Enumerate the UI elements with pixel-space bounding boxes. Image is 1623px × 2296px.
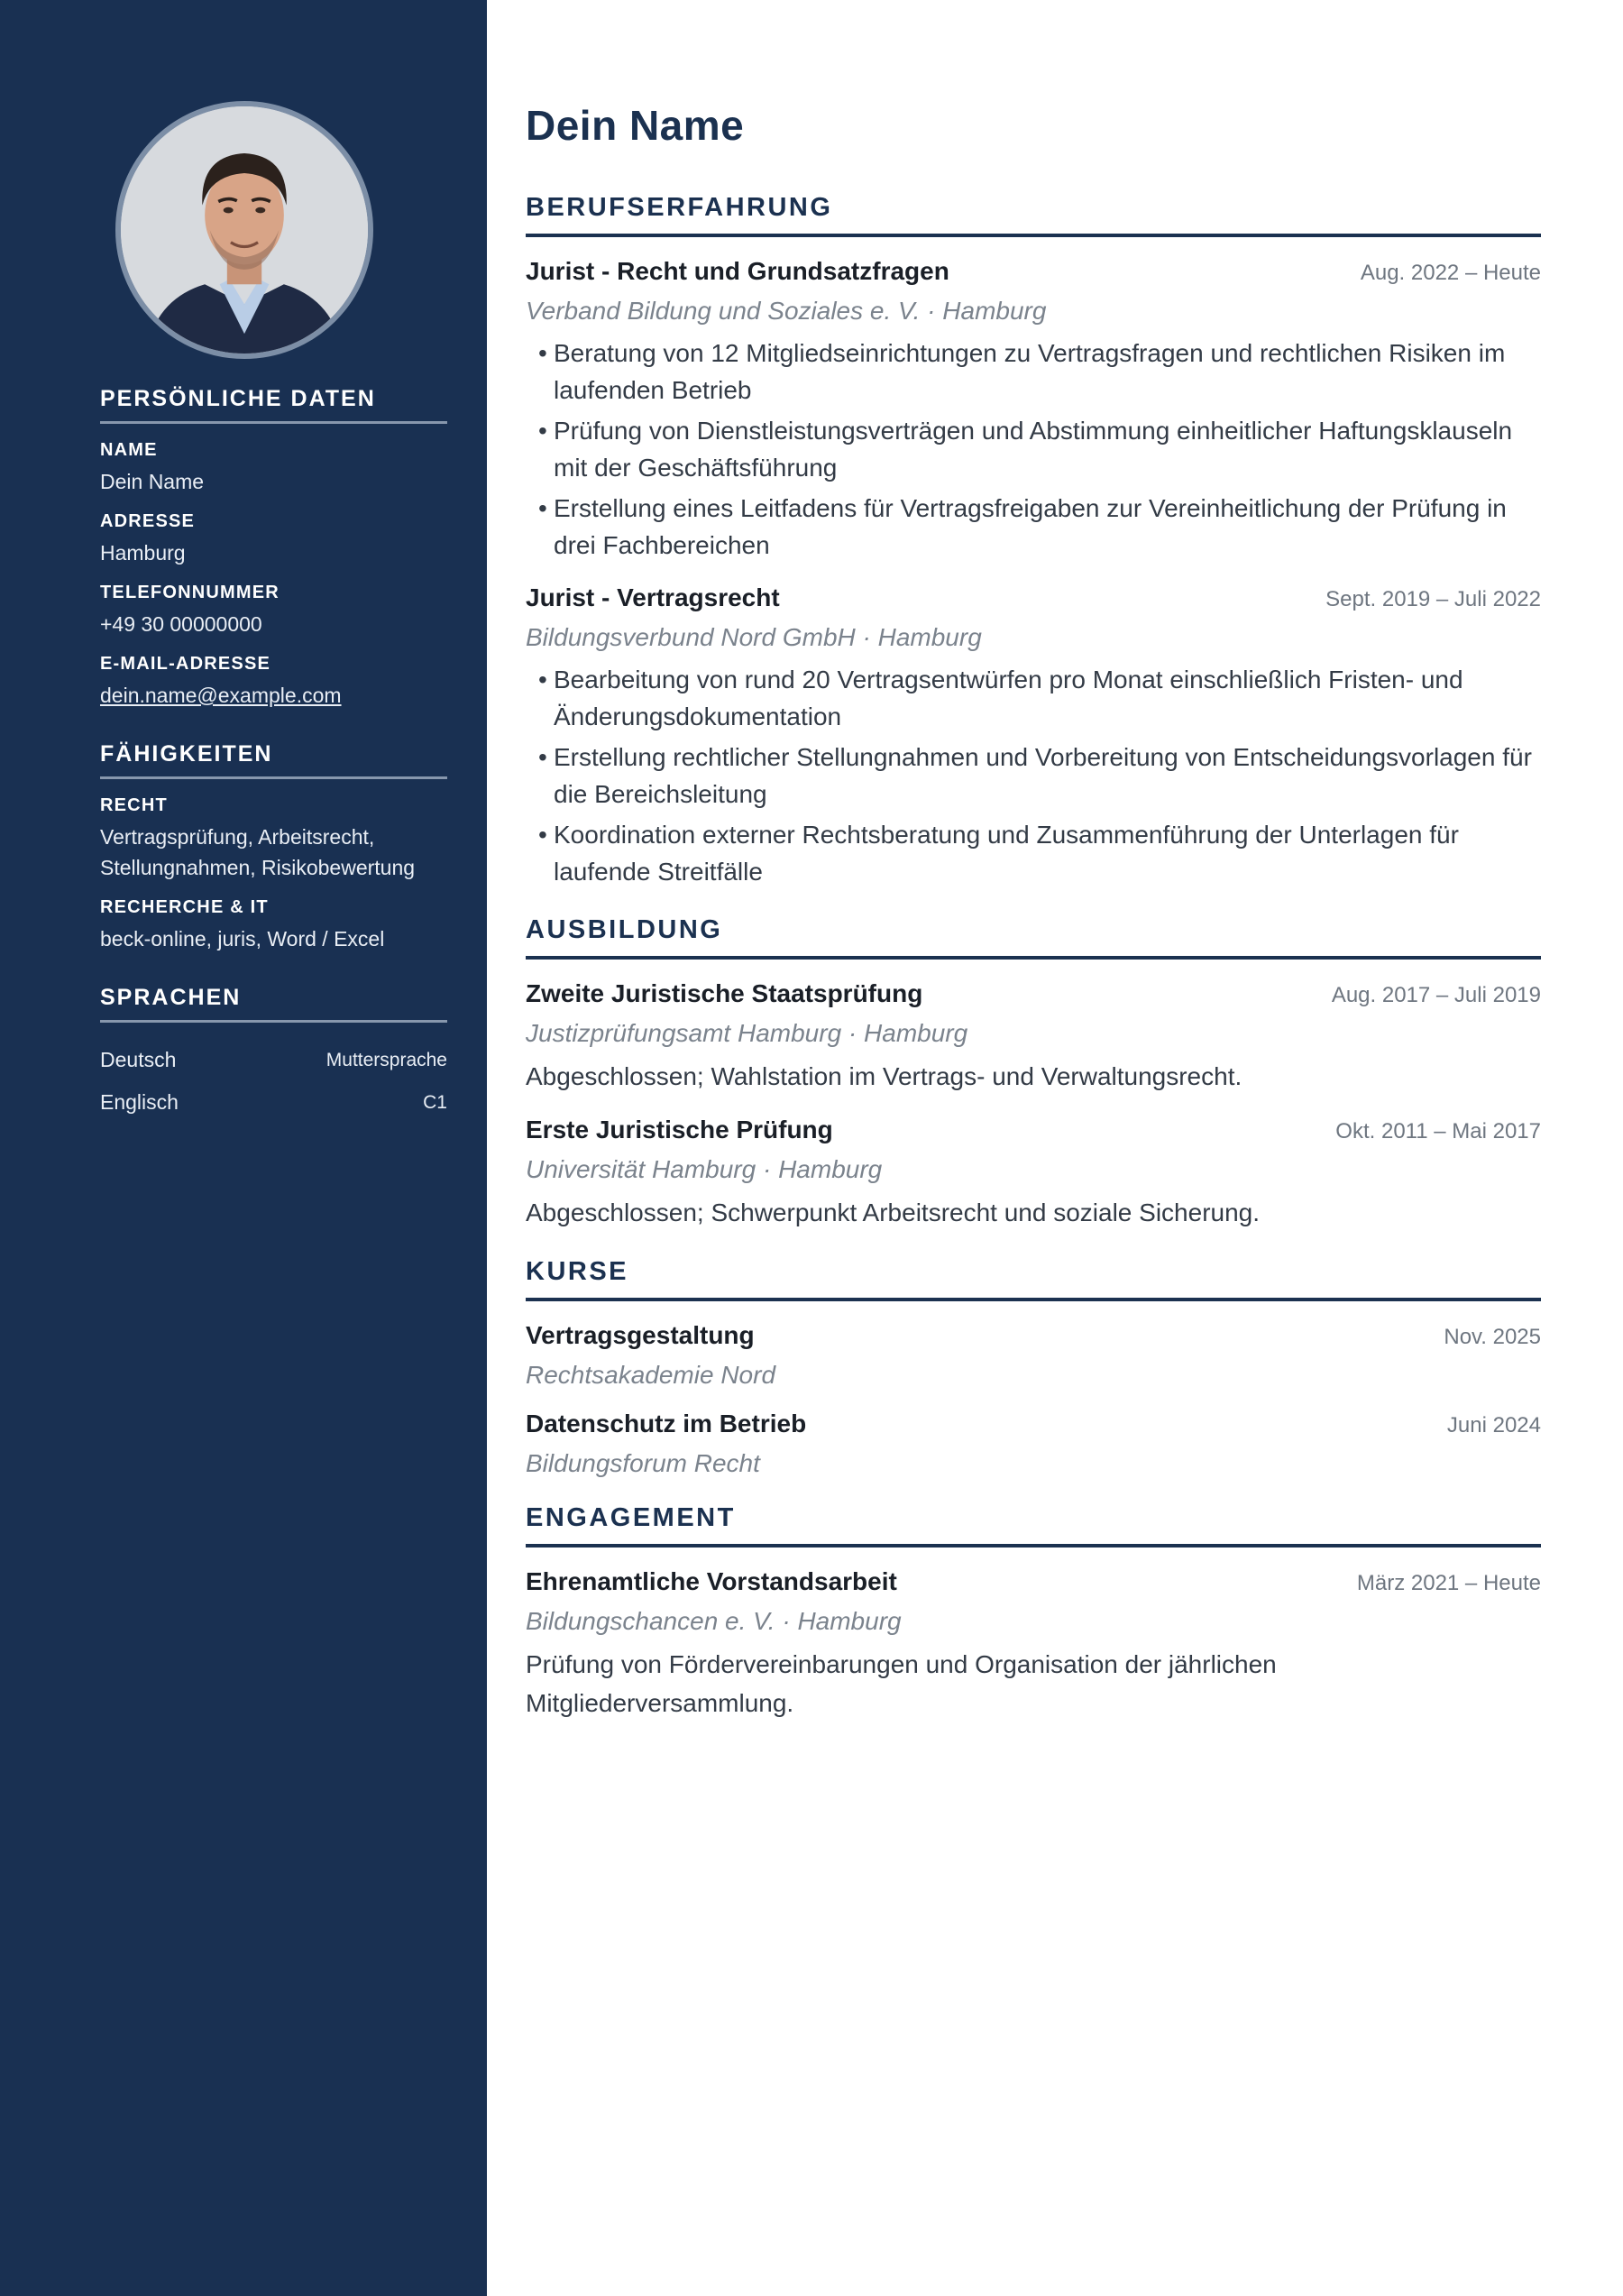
experience-heading: BERUFSERFAHRUNG (526, 193, 1541, 237)
bullet-item: • Erstellung rechtlicher Stellungnahmen und Vorbereitung von Entscheidungsvorlagen für die Bereichsleitung (526, 739, 1541, 813)
skill-group (100, 795, 447, 883)
bullet-item: • Beratung von 12 Mitgliedseinrichtungen zu Vertragsfragen und rechtlichen Risiken im laufenden Betrieb (526, 335, 1541, 409)
person-name: Dein Name (526, 102, 745, 149)
name-field (100, 440, 447, 497)
field-label: TELEFONNUMMER (100, 583, 280, 602)
entry-title: Erste Juristische Prüfung (526, 1116, 833, 1143)
profile-photo (115, 101, 373, 359)
entry-organization: Universität Hamburg · Hamburg (526, 1155, 883, 1183)
photo-container (70, 101, 417, 359)
course-entry (526, 1410, 1541, 1478)
entry-date: Sept. 2019 – Juli 2022 (1325, 587, 1541, 611)
entry-title: Zweite Juristische Staatsprüfung (526, 979, 923, 1007)
entry-date: Nov. 2025 (1444, 1325, 1541, 1349)
entry-organization: Bildungsverbund Nord GmbH · Hamburg (526, 623, 982, 651)
entry-description: Prüfung von Fördervereinbarungen und Organisation der jährlichen Mitgliederversammlung. (526, 1650, 1277, 1717)
entry-title: Jurist - Vertragsrecht (526, 583, 780, 611)
email-field (100, 654, 447, 711)
personal-data-section (100, 386, 447, 711)
language-row (100, 1081, 447, 1124)
entry-date: Juni 2024 (1446, 1413, 1541, 1437)
bullet-item: • Erstellung eines Leitfadens für Vertragsfreigaben zur Vereinheitlichung der Prüfung in drei Fachbereichen (526, 490, 1541, 564)
skill-group (100, 897, 447, 954)
entry-title: Jurist - Recht und Grundsatzfragen (526, 257, 949, 285)
field-label: ADRESSE (100, 511, 196, 531)
education-entry (526, 1116, 1541, 1232)
entry-organization: Justizprüfungsamt Hamburg · Hamburg (526, 1019, 968, 1047)
language-level: Muttersprache (326, 1050, 447, 1070)
entry-description: Abgeschlossen; Schwerpunkt Arbeitsrecht und soziale Sicherung. (526, 1199, 1261, 1226)
address-field (100, 511, 447, 568)
education-heading: AUSBILDUNG (526, 915, 1541, 960)
skill-group-value: Stellungnahmen, Risikobewertung (100, 856, 416, 879)
entry-bullets (526, 335, 1541, 564)
entry-title: Ehrenamtliche Vorstandsarbeit (526, 1567, 897, 1595)
engagement-heading: ENGAGEMENT (526, 1503, 1541, 1548)
experience-entry (526, 583, 1541, 890)
skill-group-label: RECHT (100, 795, 168, 815)
language-row (100, 1039, 447, 1081)
bullet-item: • Prüfung von Dienstleistungsverträgen und Abstimmung einheitlicher Haftungsklauseln mit der Geschäftsführung (526, 412, 1541, 486)
entry-organization: Bildungsforum Recht (526, 1449, 760, 1477)
entry-organization: Rechtsakademie Nord (526, 1361, 776, 1389)
course-entry (526, 1321, 1541, 1390)
skill-group-value: Vertragsprüfung, Arbeitsrecht, (100, 825, 375, 849)
courses-heading: KURSE (526, 1257, 1541, 1301)
field-label: NAME (100, 440, 158, 460)
language-level: C1 (423, 1092, 447, 1113)
skills-section (100, 741, 447, 954)
education-section (526, 915, 1541, 1232)
bullet-item: • Bearbeitung von rund 20 Vertragsentwürfen pro Monat einschließlich Fristen- und Änderungsdokumentation (526, 661, 1541, 735)
language-name: Englisch (100, 1090, 179, 1114)
languages-section (100, 985, 447, 1124)
field-label: E-MAIL-ADRESSE (100, 654, 271, 674)
engagement-section (526, 1503, 1541, 1722)
entry-date: Aug. 2022 – Heute (1360, 261, 1541, 285)
entry-title: Vertragsgestaltung (526, 1321, 755, 1349)
phone-field (100, 583, 447, 639)
field-value: Hamburg (100, 541, 186, 565)
sidebar (0, 0, 487, 2296)
experience-entry (526, 257, 1541, 564)
email-link[interactable]: dein.name@example.com (100, 684, 342, 707)
personal-data-heading: PERSÖNLICHE DATEN (100, 386, 447, 424)
engagement-entry (526, 1567, 1541, 1722)
entry-date: Aug. 2017 – Juli 2019 (1331, 983, 1541, 1007)
courses-section (526, 1257, 1541, 1478)
entry-date: Okt. 2011 – Mai 2017 (1335, 1119, 1541, 1143)
language-name: Deutsch (100, 1048, 177, 1071)
entry-organization: Verband Bildung und Soziales e. V. · Hamburg (526, 297, 1047, 325)
field-value: Dein Name (100, 470, 205, 493)
skill-group-label: RECHERCHE & IT (100, 897, 269, 917)
portrait-image (121, 106, 368, 354)
languages-heading: SPRACHEN (100, 985, 447, 1023)
education-entry (526, 979, 1541, 1096)
bullet-item: • Koordination externer Rechtsberatung und Zusammenführung der Unterlagen für laufende Streitfälle (526, 816, 1541, 890)
entry-title: Datenschutz im Betrieb (526, 1410, 807, 1437)
main-content (487, 0, 1623, 2296)
entry-date: März 2021 – Heute (1356, 1571, 1541, 1595)
entry-description: Abgeschlossen; Wahlstation im Vertrags- und Verwaltungsrecht. (526, 1062, 1242, 1090)
experience-section (526, 193, 1541, 890)
skill-group-value: beck-online, juris, Word / Excel (100, 927, 385, 951)
field-value: +49 30 00000000 (100, 612, 262, 636)
entry-bullets (526, 661, 1541, 890)
skills-heading: FÄHIGKEITEN (100, 741, 447, 779)
entry-organization: Bildungschancen e. V. · Hamburg (526, 1607, 902, 1635)
